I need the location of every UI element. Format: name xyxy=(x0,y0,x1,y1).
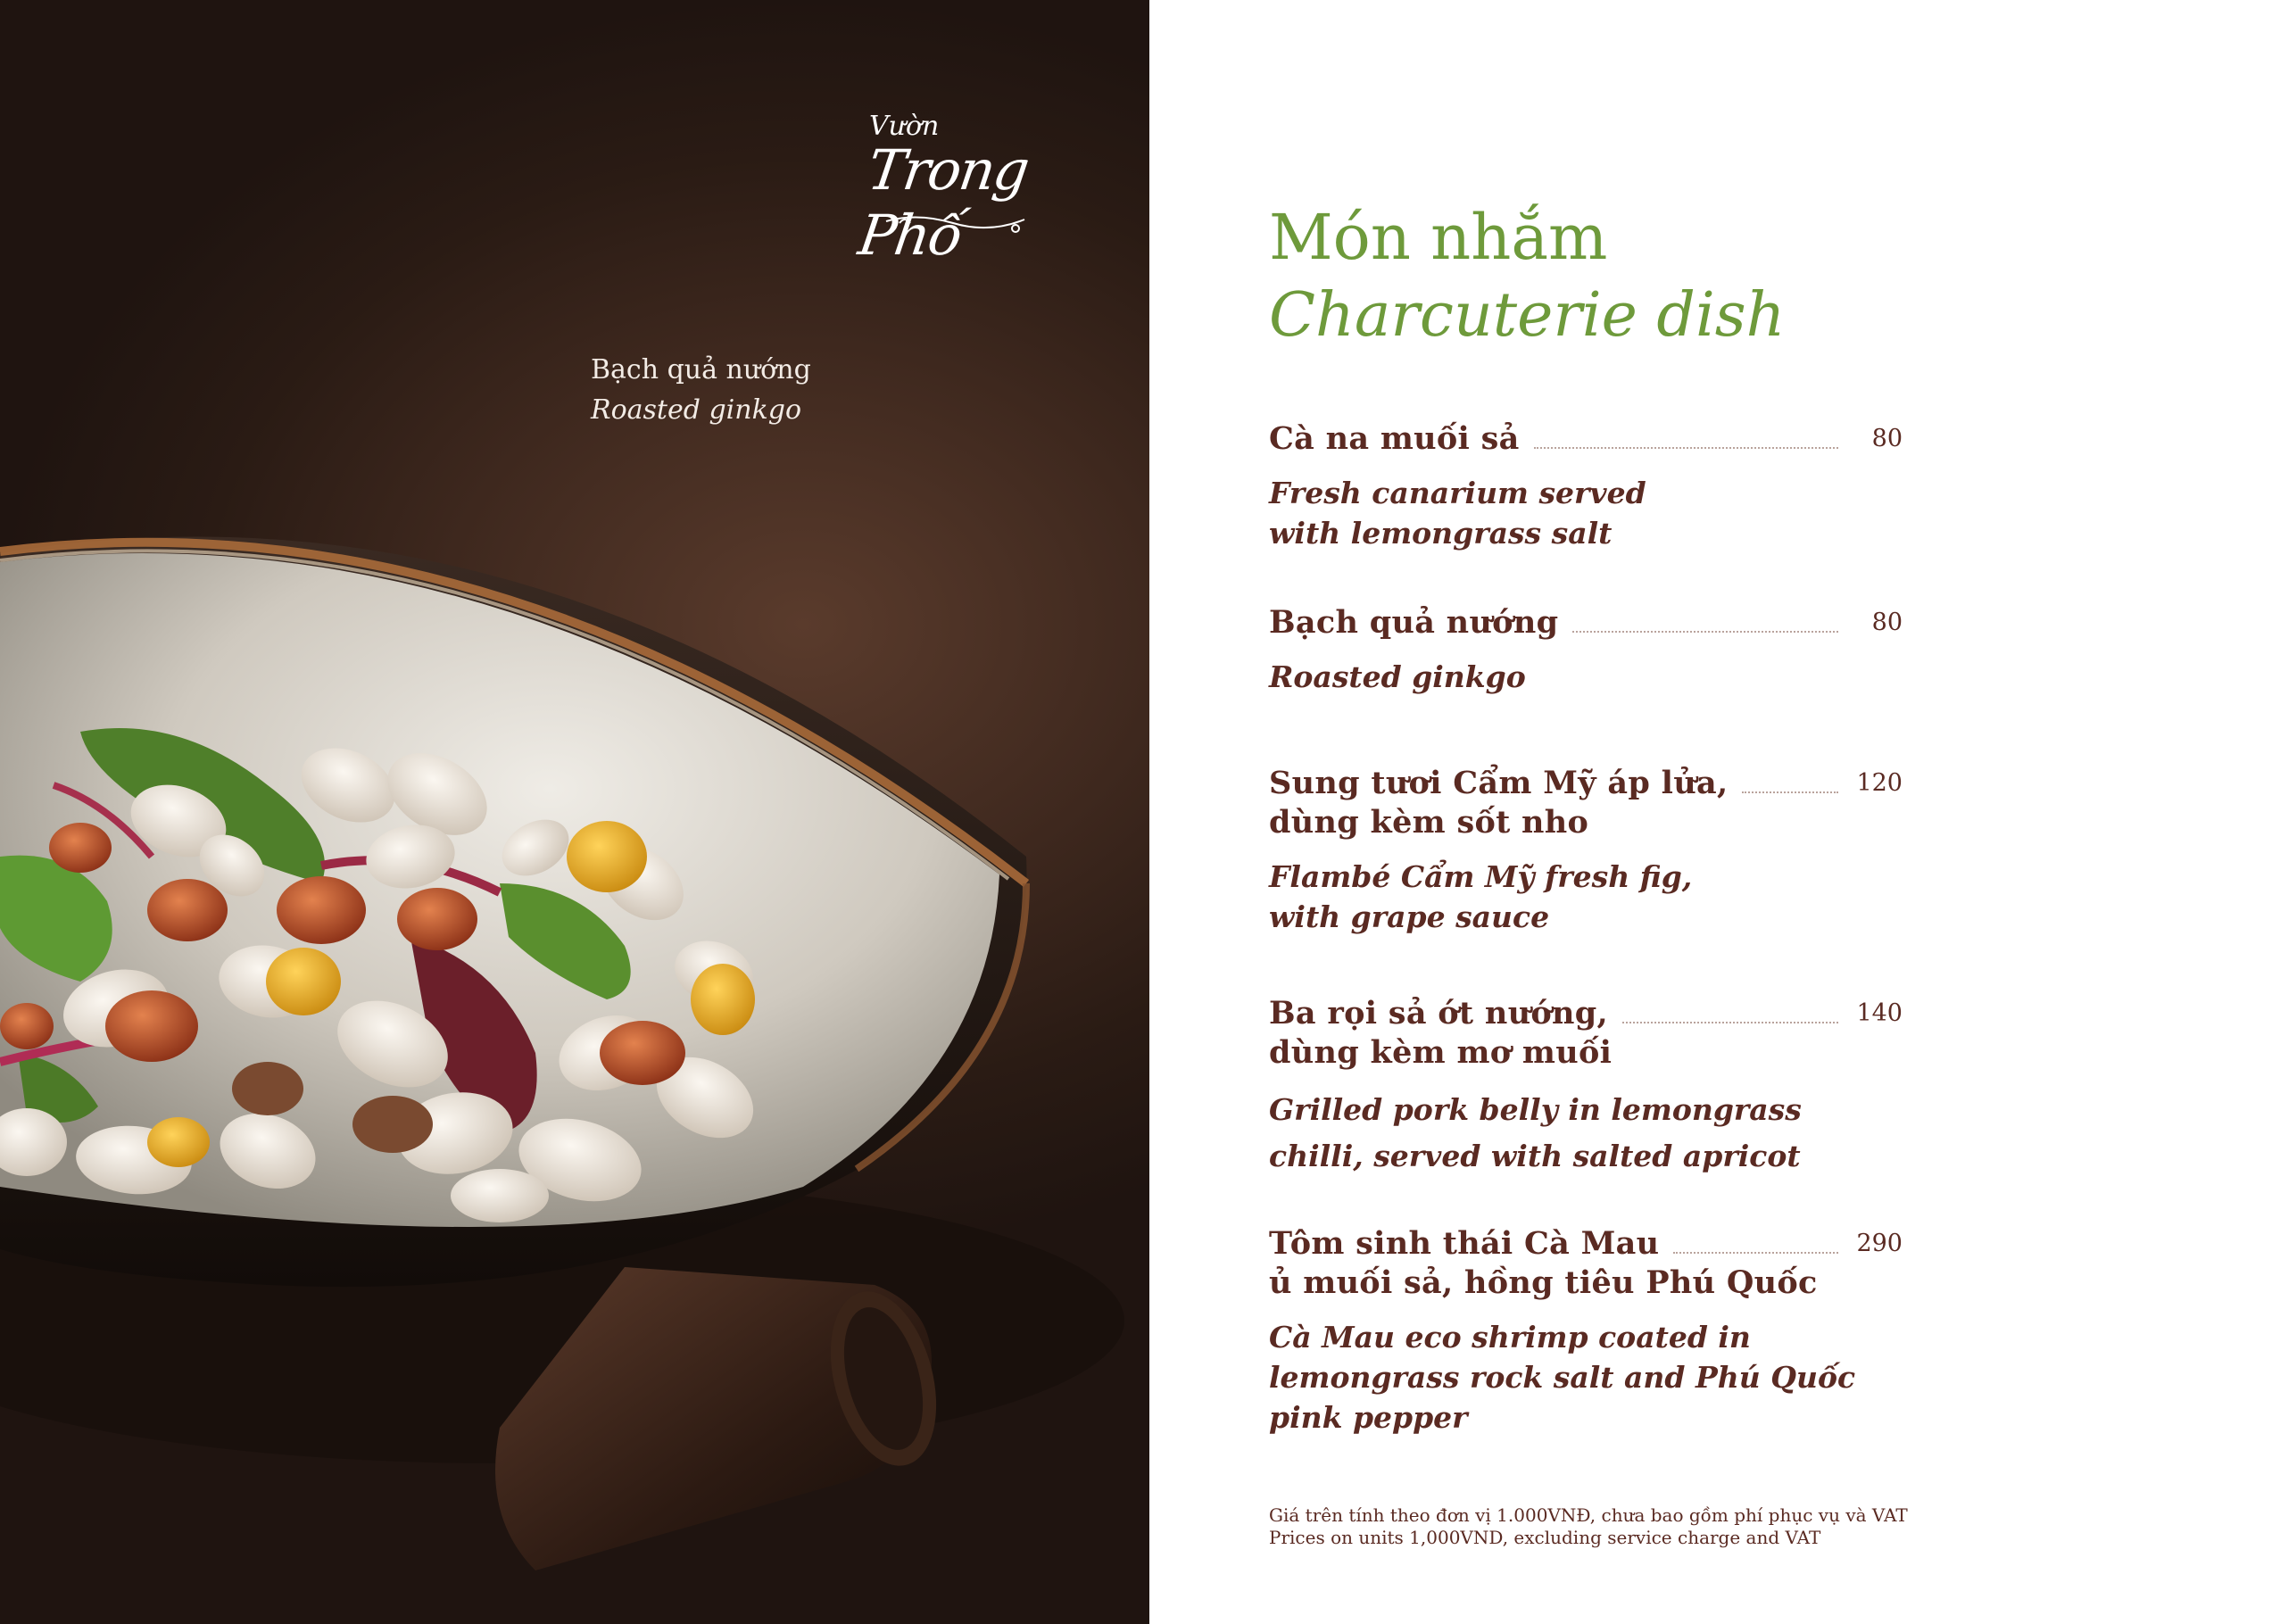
item-price: 80 xyxy=(1871,609,1903,636)
item-name: Bạch quả nướng xyxy=(1269,604,1559,641)
item-description-line: chilli, served with salted apricot xyxy=(1269,1139,1801,1173)
logo-main-text: Trong Phố xyxy=(854,137,1032,268)
item-price: 120 xyxy=(1856,769,1903,797)
item-name: Sung tươi Cẩm Mỹ áp lửa, xyxy=(1269,765,1729,801)
menu-item xyxy=(1269,419,1903,553)
dotted-leader xyxy=(1534,447,1838,449)
dotted-leader xyxy=(1673,1252,1838,1254)
footnote-vi: Giá trên tính theo đơn vị 1.000VNĐ, chưa bao gồm phí phục vụ và VAT xyxy=(1269,1504,1908,1526)
photo-caption xyxy=(591,350,811,430)
dotted-leader xyxy=(1622,1022,1838,1023)
menu-item xyxy=(1269,1224,1903,1438)
item-description-line: Grilled pork belly in lemongrass xyxy=(1269,1092,1802,1127)
item-description-line: Cà Mau eco shrimp coated in xyxy=(1269,1320,1751,1355)
item-description-line: Flambé Cẩm Mỹ fresh fig, xyxy=(1269,859,1693,894)
price-footnote xyxy=(1269,1504,1908,1549)
logo-small-text: Vườn xyxy=(869,111,940,142)
item-description xyxy=(1269,857,1903,937)
photo-caption-en: Roasted ginkgo xyxy=(591,394,802,426)
item-description xyxy=(1269,657,1903,697)
menu-item xyxy=(1269,994,1903,1180)
section-title-vi: Món nhắm xyxy=(1269,201,1608,274)
item-name: Tôm sinh thái Cà Mau xyxy=(1269,1225,1660,1262)
item-description xyxy=(1269,473,1903,553)
item-description xyxy=(1269,1317,1903,1438)
dotted-leader xyxy=(1572,631,1838,633)
item-name: Ba rọi sả ớt nướng, xyxy=(1269,995,1609,1032)
item-description xyxy=(1269,1087,1903,1180)
dotted-leader xyxy=(1742,791,1838,793)
item-description-line: Fresh canarium served xyxy=(1269,476,1646,510)
item-description-line: Roasted ginkgo xyxy=(1269,659,1526,694)
section-title-en: Charcuterie dish xyxy=(1269,280,1786,351)
item-price: 290 xyxy=(1856,1230,1903,1257)
item-price: 140 xyxy=(1856,999,1903,1027)
footnote-en: Prices on units 1,000VND, excluding service charge and VAT xyxy=(1269,1527,1821,1548)
flourish-icon xyxy=(882,211,1033,237)
brand-logo xyxy=(854,105,1051,268)
item-description-line: with lemongrass salt xyxy=(1269,516,1613,551)
item-description-line: pink pepper xyxy=(1269,1400,1468,1435)
menu-item xyxy=(1269,603,1903,697)
photo-caption-vi: Bạch quả nướng xyxy=(591,354,811,385)
item-name-line2: ủ muối sả, hồng tiêu Phú Quốc xyxy=(1269,1264,1818,1301)
section-title xyxy=(1269,198,1785,355)
item-name-line2: dùng kèm mơ muối xyxy=(1269,1034,1613,1071)
item-name-line2: dùng kèm sốt nho xyxy=(1269,804,1589,841)
menu-item xyxy=(1269,764,1903,937)
item-name: Cà na muối sả xyxy=(1269,420,1520,457)
item-description-line: with grape sauce xyxy=(1269,899,1550,934)
item-description-line: lemongrass rock salt and Phú Quốc xyxy=(1269,1360,1856,1395)
item-price: 80 xyxy=(1871,425,1903,452)
